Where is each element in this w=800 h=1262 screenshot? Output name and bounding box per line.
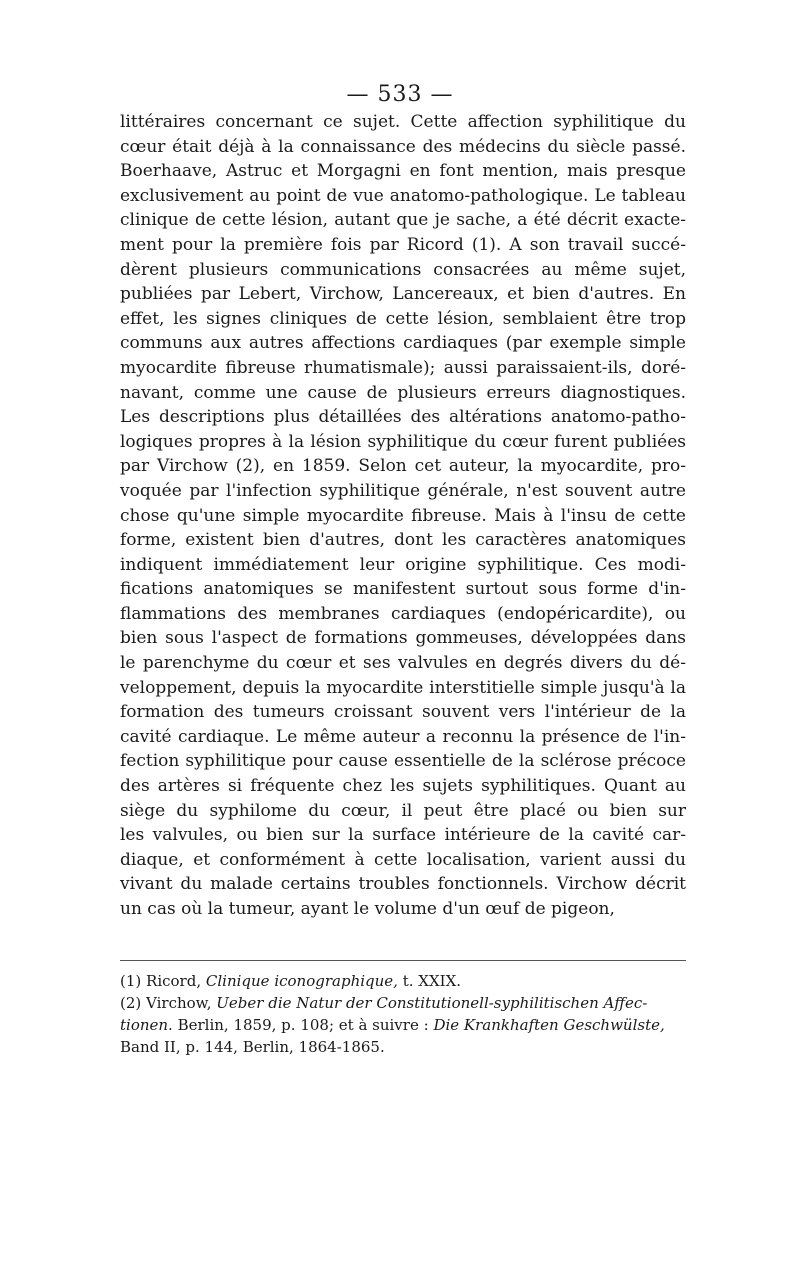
text-line: indiquent immédiatement leur origine syphilitique. Ces modi- [120, 554, 686, 575]
text-line: publiées par Lebert, Virchow, Lancereaux, et bien d'autres. En [120, 284, 686, 305]
text-line: forme, existent bien d'autres, dont les caractères anatomiques [120, 530, 686, 551]
footnote-2-author: Virchow, [146, 994, 212, 1012]
footnote-1 [120, 970, 686, 992]
page-number: — 533 — [346, 82, 454, 107]
text-line: fications anatomiques se manifestent surtout sous forme d'in- [120, 579, 686, 600]
text-line: dèrent plusieurs communications consacrées au même sujet, [120, 259, 686, 280]
text-line: logiques propres à la lésion syphilitique du cœur furent publiées [120, 431, 686, 452]
text-line: siège du syphilome du cœur, il peut être placé ou bien sur [120, 800, 686, 821]
footnote-2-title-end: tionen. [120, 1016, 173, 1034]
footnote-1-title: Clinique iconographique, [205, 972, 398, 990]
text-line: vivant du malade certains troubles fonctionnels. Virchow décrit [120, 874, 686, 895]
text-line: clinique de cette lésion, autant que je sache, a été décrit exacte- [120, 210, 686, 231]
text-line: le parenchyme du cœur et ses valvules en degrés divers du dé- [120, 653, 686, 674]
text-line: navant, comme une cause de plusieurs erreurs diagnostiques. [120, 382, 686, 403]
text-line: formation des tumeurs croissant souvent vers l'intérieur de la [120, 702, 686, 723]
text-line: Les descriptions plus détaillées des altérations anatomo-patho- [120, 407, 686, 428]
footnote-1-author: Ricord, [146, 972, 202, 990]
text-line: les valvules, ou bien sur la surface intérieure de la cavité car- [120, 825, 686, 846]
text-line: myocardite fibreuse rhumatismale); aussi paraissaient-ils, doré- [120, 357, 686, 378]
footnote-2-line-2 [120, 1014, 686, 1036]
footnote-1-number: (1) [120, 972, 142, 990]
text-line: bien sous l'aspect de formations gommeuses, développées dans [120, 628, 686, 649]
text-line: diaque, et conformément à cette localisation, varient aussi du [120, 849, 686, 870]
text-line: effet, les signes cliniques de cette lésion, semblaient être trop [120, 308, 686, 329]
text-line: des artères si fréquente chez les sujets syphilitiques. Quant au [120, 776, 686, 797]
text-line: cœur était déjà à la connaissance des médecins du siècle passé. [120, 136, 686, 157]
text-line: fection syphilitique pour cause essentielle de la sclérose précoce [120, 751, 686, 772]
text-line: exclusivement au point de vue anatomo-pathologique. Le tableau [120, 185, 686, 206]
text-line: Boerhaave, Astruc et Morgagni en font mention, mais presque [120, 161, 686, 182]
footnote-1-volume: t. XXIX. [402, 972, 462, 990]
text-line: cavité cardiaque. Le même auteur a reconnu la présence de l'in- [120, 726, 686, 747]
footnote-2-number: (2) [120, 994, 142, 1012]
text-line: ment pour la première fois par Ricord (1). A son travail succé- [120, 234, 686, 255]
text-line: chose qu'une simple myocardite fibreuse. Mais à l'insu de cette [120, 505, 686, 526]
footnote-2-title: Ueber die Natur der Constitutionell-syphilitischen Affec- [216, 994, 648, 1012]
text-line: littéraires concernant ce sujet. Cette affection syphilitique du [120, 112, 686, 132]
footnote-rule [120, 960, 686, 961]
text-line: flammations des membranes cardiaques (endopéricardite), ou [120, 603, 686, 624]
text-line: communs aux autres affections cardiaques (par exemple simple [120, 333, 686, 354]
text-line: voquée par l'infection syphilitique générale, n'est souvent autre [120, 480, 686, 501]
footnote-2-citation: Berlin, 1859, p. 108; et à suivre : [177, 1016, 429, 1034]
footnotes [120, 970, 686, 1058]
footnote-2-line-1 [120, 992, 686, 1014]
text-line: un cas où la tumeur, ayant le volume d'un œuf de pigeon, [120, 899, 615, 919]
footnote-2-second-title: Die Krankhaften Geschwülste, [433, 1016, 665, 1034]
footnote-2-line-3: Band II, p. 144, Berlin, 1864-1865. [120, 1038, 385, 1056]
text-line: veloppement, depuis la myocardite interstitielle simple jusqu'à la [120, 677, 686, 698]
text-line: par Virchow (2), en 1859. Selon cet auteur, la myocardite, pro- [120, 456, 686, 477]
body-text [120, 110, 686, 922]
